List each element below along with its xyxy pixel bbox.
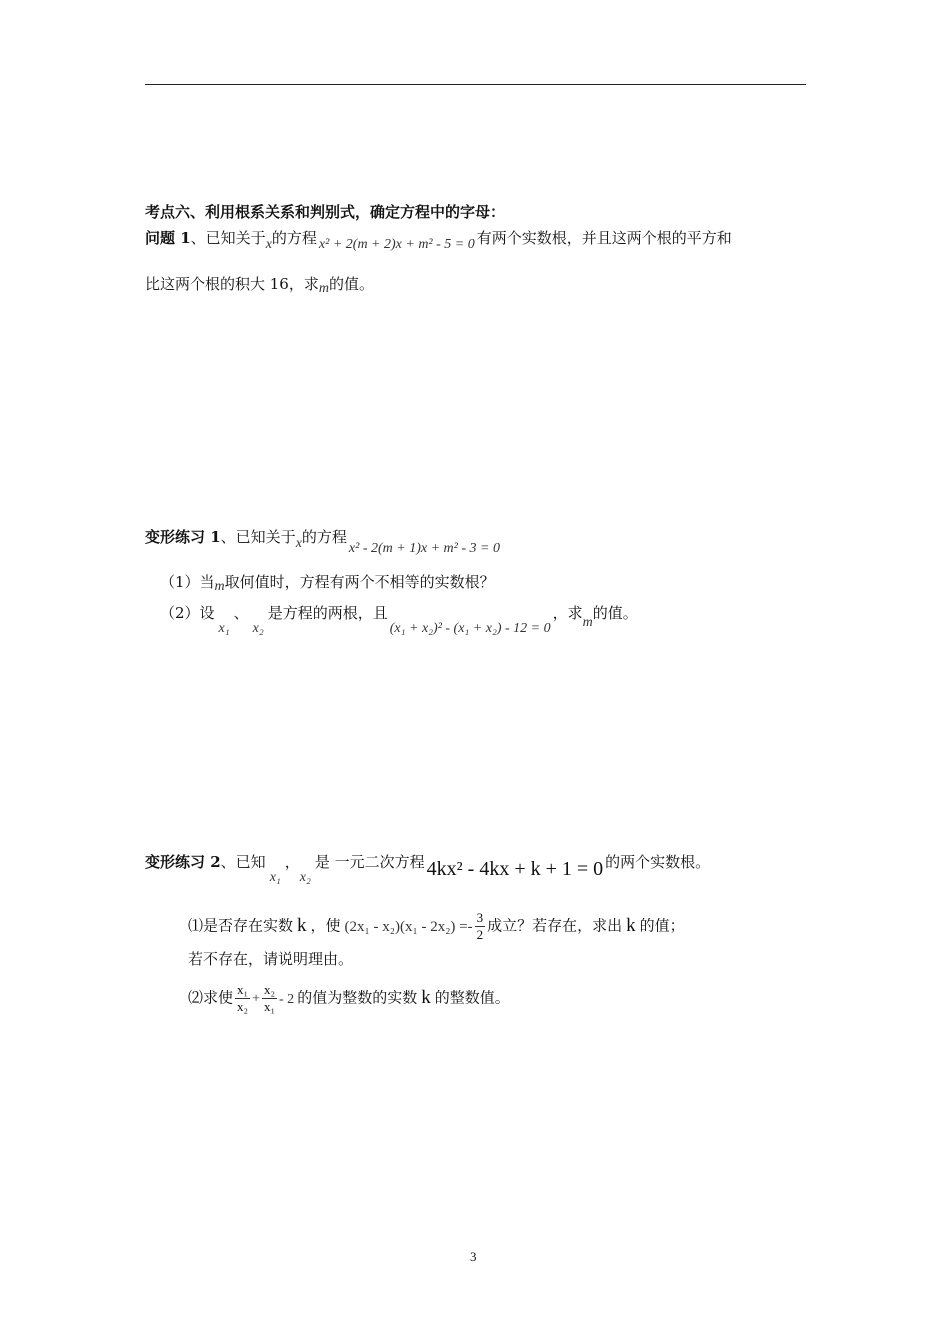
- problem-1-label: 问题 1: [145, 229, 191, 247]
- math-k: k: [626, 914, 636, 936]
- exercise-2-equation: 4kx² - 4kx + k + 1 = 0: [426, 858, 604, 880]
- exercise-1-equation: x² - 2(m + 1)x + m² - 3 = 0: [348, 541, 500, 556]
- exercise-1-condition-equation: (x₁ + x₂)² - (x₁ + x₂) - 12 = 0: [389, 621, 551, 636]
- fraction-three-halves: $\frac{3}{2}$: [476, 910, 484, 942]
- math-x2: x₂: [252, 621, 264, 636]
- math-var-m: m: [582, 615, 593, 630]
- header-rule: [145, 84, 806, 85]
- exercise-1-question-2: （2）设x₁、x₂是方程的两根，且(x₁ + x₂)² - (x₁ + x₂) - 12 = 0，求m的值。: [160, 604, 638, 636]
- fraction-x1-over-x2: $\frac{\text{x₁}}{\text{x₂}}$: [237, 982, 249, 1014]
- section-title: 考点六、利用根系关系和判别式，确定方程中的字母：: [145, 203, 506, 221]
- exercise-2-question-1-line-2: 若不存在，请说明理由。: [188, 950, 354, 968]
- exercise-1-question-1: （1）当m取何值时，方程有两个不相等的实数根？: [160, 573, 495, 594]
- math-x1: x₁: [269, 870, 281, 885]
- page-number: 3: [470, 1249, 477, 1264]
- math-x1: x₁: [218, 621, 230, 636]
- fraction-x2-over-x1: $\frac{\text{x₂}}{\text{x₁}}$: [263, 982, 276, 1014]
- math-k: k: [421, 986, 431, 1008]
- math-var-m: m: [214, 579, 225, 594]
- exercise-1-line: 变形练习 1、已知关于x的方程x² - 2(m + 1)x + m² - 3 = 0: [145, 528, 500, 556]
- exercise-2-expression: (2x₁ - x₂)(x₁ - 2x₂) =-: [344, 918, 473, 935]
- exercise-2-label: 变形练习 2: [145, 853, 221, 871]
- exercise-2-line: 变形练习 2、已知x₁，x₂是 一元二次方程 4kx² - 4kx + k + 1 = 0 的两个实数根。: [145, 853, 711, 885]
- problem-1-line-1: 问题 1、已知关于x的方程 x² + 2(m + 2)x + m² - 5 = 0 有两个实数根，并且这两个根的平方和: [145, 229, 732, 252]
- math-k: k: [297, 914, 307, 936]
- exercise-2-question-2: ⑵求使 $\frac{\text{x₁}}{\text{x₂}}$ + $\frac{\text{x₂}}{\text{x₁}}$ - 2 的值为整数的实数 k 的整数值。: [188, 982, 510, 1014]
- math-var-x: x: [265, 237, 272, 252]
- math-x2: x₂: [299, 870, 311, 885]
- math-var-m: m: [318, 281, 329, 296]
- problem-1-equation: x² + 2(m + 2)x + m² - 5 = 0: [318, 237, 475, 252]
- math-var-x: x: [295, 536, 302, 551]
- problem-1-line-2: 比这两个根的积大 16，求m的值。: [145, 275, 374, 296]
- exercise-1-label: 变形练习 1: [145, 528, 221, 546]
- exercise-2-question-1: ⑴是否存在实数 k ，使 (2x₁ - x₂)(x₁ - 2x₂) =- $\frac{3}{2}$ 成立？若存在，求出 k 的值；: [188, 910, 685, 942]
